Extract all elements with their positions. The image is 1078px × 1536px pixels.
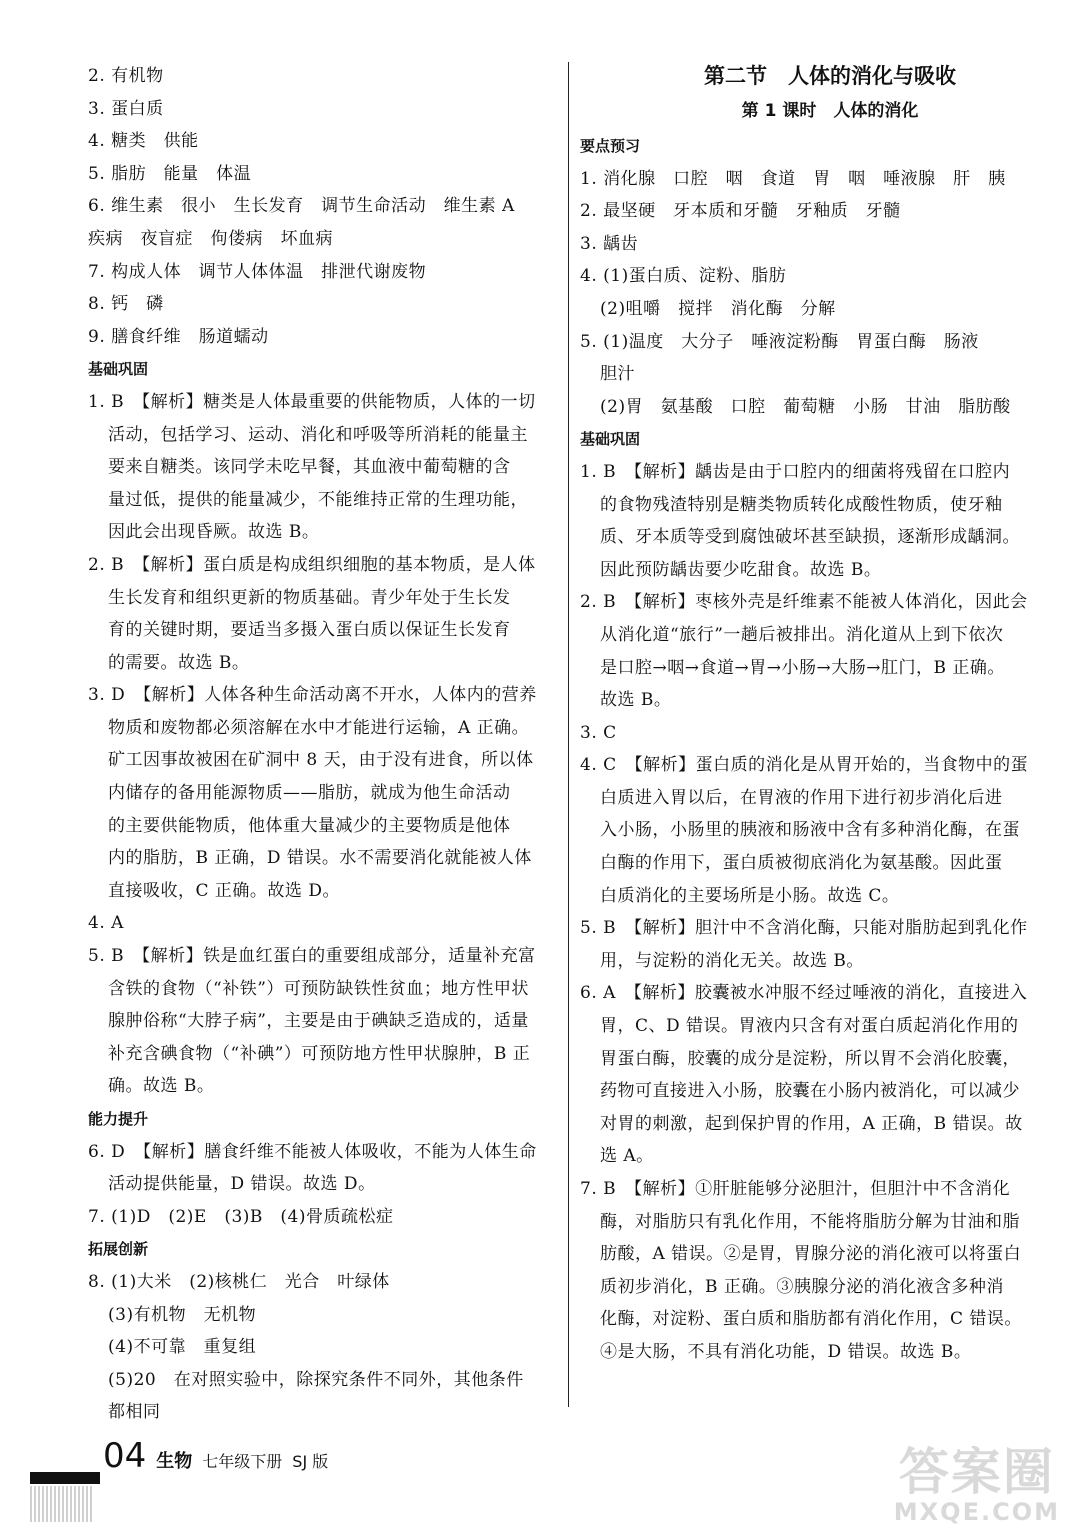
footer-pattern bbox=[30, 1486, 92, 1522]
answer-line: 白质进入胃以后，在胃液的作用下进行初步消化后进 bbox=[600, 787, 1003, 808]
answer-line: 入小肠，小肠里的胰液和肠液中含有多种消化酶，在蛋 bbox=[600, 820, 1020, 841]
answer-line: 活动提供能量，D 错误。故选 D。 bbox=[108, 1174, 376, 1195]
answer-line: 活动，包括学习、运动、消化和呼吸等所消耗的能量主 bbox=[108, 424, 528, 445]
answer-line: 直接吸收，C 正确。故选 D。 bbox=[108, 880, 340, 901]
lesson-title: 第 1 课时 人体的消化 bbox=[741, 101, 919, 121]
answer-line: (4)不可靠 重复组 bbox=[108, 1337, 257, 1358]
section-heading: 能力提升 bbox=[88, 1110, 149, 1128]
answer-line: 2. 有机物 bbox=[88, 66, 164, 86]
section-heading: 基础巩固 bbox=[88, 360, 149, 379]
answer-line: 育的关键时期，要适当多摄入蛋白质以保证生长发育 bbox=[108, 620, 511, 641]
answer-line: 的主要供能物质，他体重大量减少的主要物质是他体 bbox=[108, 815, 511, 836]
answer-line: 从消化道“旅行”一趟后被排出。消化道从上到下依次 bbox=[600, 624, 1004, 645]
answer-line: 药物可直接进入小肠，胶囊在小肠内被消化，可以减少 bbox=[600, 1081, 1020, 1102]
answer-line: 7. 构成人体 调节人体体温 排泄代谢废物 bbox=[88, 261, 427, 282]
answer-line: 3. C bbox=[580, 722, 617, 743]
section-heading: 拓展创新 bbox=[88, 1240, 149, 1259]
answer-line: 补充含碘食物（“补碘”）可预防地方性甲状腺肿，B 正 bbox=[108, 1043, 531, 1064]
answer-line: 4. C 【解析】蛋白质的消化是从胃开始的，当食物中的蛋 bbox=[580, 755, 1029, 776]
answer-line: 白质消化的主要场所是小肠。故选 C。 bbox=[600, 885, 900, 906]
answer-line: 化酶，对淀粉、蛋白质和脂肪都有消化作用，C 错误。 bbox=[600, 1309, 1022, 1330]
answer-line: 选 A。 bbox=[600, 1146, 654, 1167]
answer-line: 物质和废物都必须溶解在水中才能进行运输，A 正确。 bbox=[108, 717, 530, 738]
answer-line: 5. 脂肪 能量 体温 bbox=[88, 163, 252, 184]
answer-line: 含铁的食物（“补铁”）可预防缺铁性贫血；地方性甲状 bbox=[108, 978, 529, 999]
right-body bbox=[580, 130, 1040, 1369]
answer-line: 对胃的刺激，起到保护胃的作用，A 正确，B 错误。故 bbox=[600, 1113, 1023, 1134]
column-divider bbox=[568, 62, 569, 1407]
page-number: 04 bbox=[103, 1436, 147, 1476]
answer-line: 内储存的备用能源物质——脂肪，就成为他生命活动 bbox=[108, 783, 511, 804]
answer-line: 因此会出现昏厥。故选 B。 bbox=[108, 522, 320, 543]
answer-line: 确。故选 B。 bbox=[108, 1076, 215, 1097]
answer-line: (2)咀嚼 搅拌 消化酶 分解 bbox=[600, 298, 836, 319]
answer-line: 3. D 【解析】人体各种生命活动离不开水，人体内的营养 bbox=[88, 685, 537, 706]
answer-line: 4. A bbox=[88, 913, 124, 934]
answer-line: 1. 消化腺 口腔 咽 食道 胃 咽 唾液腺 肝 胰 bbox=[580, 168, 1006, 189]
answer-line: 2. B 【解析】枣核外壳是纤维素不能被人体消化，因此会 bbox=[580, 592, 1028, 613]
answer-line: 的需要。故选 B。 bbox=[108, 652, 250, 673]
answer-line: (2)胃 氨基酸 口腔 葡萄糖 小肠 甘油 脂肪酸 bbox=[600, 396, 1011, 417]
answer-line: 质、牙本质等受到腐蚀破坏甚至缺损，逐渐形成龋洞。 bbox=[600, 527, 1020, 548]
answer-line: 1. B 【解析】糖类是人体最重要的供能物质，人体的一切 bbox=[88, 391, 536, 412]
answer-line: 胃，C、D 错误。胃液内只含有对蛋白质起消化作用的 bbox=[600, 1016, 1019, 1037]
answer-line: 8. 钙 磷 bbox=[88, 294, 164, 315]
answer-line: 5. (1)温度 大分子 唾液淀粉酶 胃蛋白酶 肠液 bbox=[580, 331, 979, 352]
answer-line: 6. D 【解析】膳食纤维不能被人体吸收，不能为人体生命 bbox=[88, 1141, 537, 1162]
answer-line: ④是大肠，不具有消化功能，D 错误。故选 B。 bbox=[600, 1341, 972, 1362]
answer-line: (5)20 在对照实验中，除探究条件不同外，其他条件 bbox=[108, 1369, 524, 1390]
section-heading: 基础巩固 bbox=[580, 430, 641, 449]
answer-line: 5. B 【解析】胆汁中不含消化酶，只能对脂肪起到乳化作 bbox=[580, 918, 1028, 939]
answer-line: 胃蛋白酶，胶囊的成分是淀粉，所以胃不会消化胶囊， bbox=[600, 1048, 1020, 1069]
answer-line: 用，与淀粉的消化无关。故选 B。 bbox=[600, 950, 864, 971]
left-column bbox=[88, 60, 558, 1429]
answer-line: 7. (1)D (2)E (3)B (4)骨质疏松症 bbox=[88, 1206, 394, 1227]
answer-line: 白酶的作用下，蛋白质被彻底消化为氨基酸。因此蛋 bbox=[600, 853, 1003, 874]
section-heading: 要点预习 bbox=[580, 137, 641, 155]
answer-line: 的食物残渣特别是糖类物质转化成酸性物质，使牙釉 bbox=[600, 494, 1003, 515]
answer-line: 矿工因事故被困在矿洞中 8 天，由于没有进食，所以体 bbox=[108, 750, 534, 771]
footer-bar bbox=[30, 1472, 100, 1484]
answer-line: 酶，对脂肪只有乳化作用，不能将脂肪分解为甘油和脂 bbox=[600, 1211, 1020, 1232]
answer-line: 腺肿俗称“大脖子病”，主要是由于碘缺乏造成的，适量 bbox=[108, 1011, 529, 1032]
answer-line: 2. B 【解析】蛋白质是构成组织细胞的基本物质，是人体 bbox=[88, 554, 536, 575]
answer-line: 3. 龋齿 bbox=[580, 233, 639, 254]
answer-line: (3)有机物 无机物 bbox=[108, 1304, 257, 1325]
answer-line: 是口腔→咽→食道→胃→小肠→大肠→肛门，B 正确。 bbox=[600, 657, 1005, 678]
answer-line: 4. 糖类 供能 bbox=[88, 131, 199, 152]
subject-label: 生物 bbox=[156, 1451, 193, 1472]
answer-line: 肪酸，A 错误。②是胃，胃腺分泌的消化液可以将蛋白 bbox=[600, 1244, 1022, 1265]
answer-line: 内的脂肪，B 正确，D 错误。水不需要消化就能被人体 bbox=[108, 848, 532, 869]
answer-line: 9. 膳食纤维 肠道蠕动 bbox=[88, 326, 269, 347]
section-title: 第二节 人体的消化与吸收 bbox=[704, 64, 956, 88]
answer-line: 2. 最坚硬 牙本质和牙髓 牙釉质 牙髓 bbox=[580, 201, 901, 222]
answer-line: 因此预防龋齿要少吃甜食。故选 B。 bbox=[600, 559, 882, 580]
answer-line: 5. B 【解析】铁是血红蛋白的重要组成部分，适量补充富 bbox=[88, 946, 536, 967]
answer-line: 故选 B。 bbox=[600, 690, 672, 711]
answer-line: 6. A 【解析】胶囊被水冲服不经过唾液的消化，直接进入 bbox=[580, 983, 1028, 1004]
answer-line: 量过低，提供的能量减少，不能维持正常的生理功能， bbox=[108, 489, 528, 510]
answer-line: 胆汁 bbox=[600, 364, 635, 385]
answer-line: 都相同 bbox=[108, 1402, 161, 1423]
answer-line: 7. B 【解析】①肝脏能够分泌胆汁，但胆汁中不含消化 bbox=[580, 1179, 1011, 1199]
right-column bbox=[580, 60, 1040, 1369]
answer-line: 要来自糖类。该同学未吃早餐，其血液中葡萄糖的含 bbox=[108, 457, 511, 478]
edition-label: SJ 版 bbox=[292, 1452, 329, 1471]
answer-line: 3. 蛋白质 bbox=[88, 98, 164, 119]
watermark-text: 答案圈 bbox=[898, 1443, 1055, 1501]
answer-line: 生长发育和组织更新的物质基础。青少年处于生长发 bbox=[108, 587, 511, 608]
answer-line: 6. 维生素 很小 生长发育 调节生命活动 维生素 A bbox=[88, 196, 515, 217]
answer-line: 质初步消化，B 正确。③胰腺分泌的消化液含多种消 bbox=[600, 1276, 1004, 1297]
answer-line: 疾病 夜盲症 佝偻病 坏血病 bbox=[88, 228, 333, 249]
answer-line: 4. (1)蛋白质、淀粉、脂肪 bbox=[580, 266, 787, 287]
answer-line: 8. (1)大米 (2)核桃仁 光合 叶绿体 bbox=[88, 1271, 390, 1292]
watermark-url: MXQE.COM bbox=[893, 1498, 1060, 1526]
page-footer bbox=[103, 1436, 328, 1476]
watermark-logo bbox=[893, 1443, 1060, 1526]
grade-label: 七年级下册 bbox=[202, 1452, 283, 1471]
answer-line: 1. B 【解析】龋齿是由于口腔内的细菌将残留在口腔内 bbox=[580, 461, 1011, 482]
